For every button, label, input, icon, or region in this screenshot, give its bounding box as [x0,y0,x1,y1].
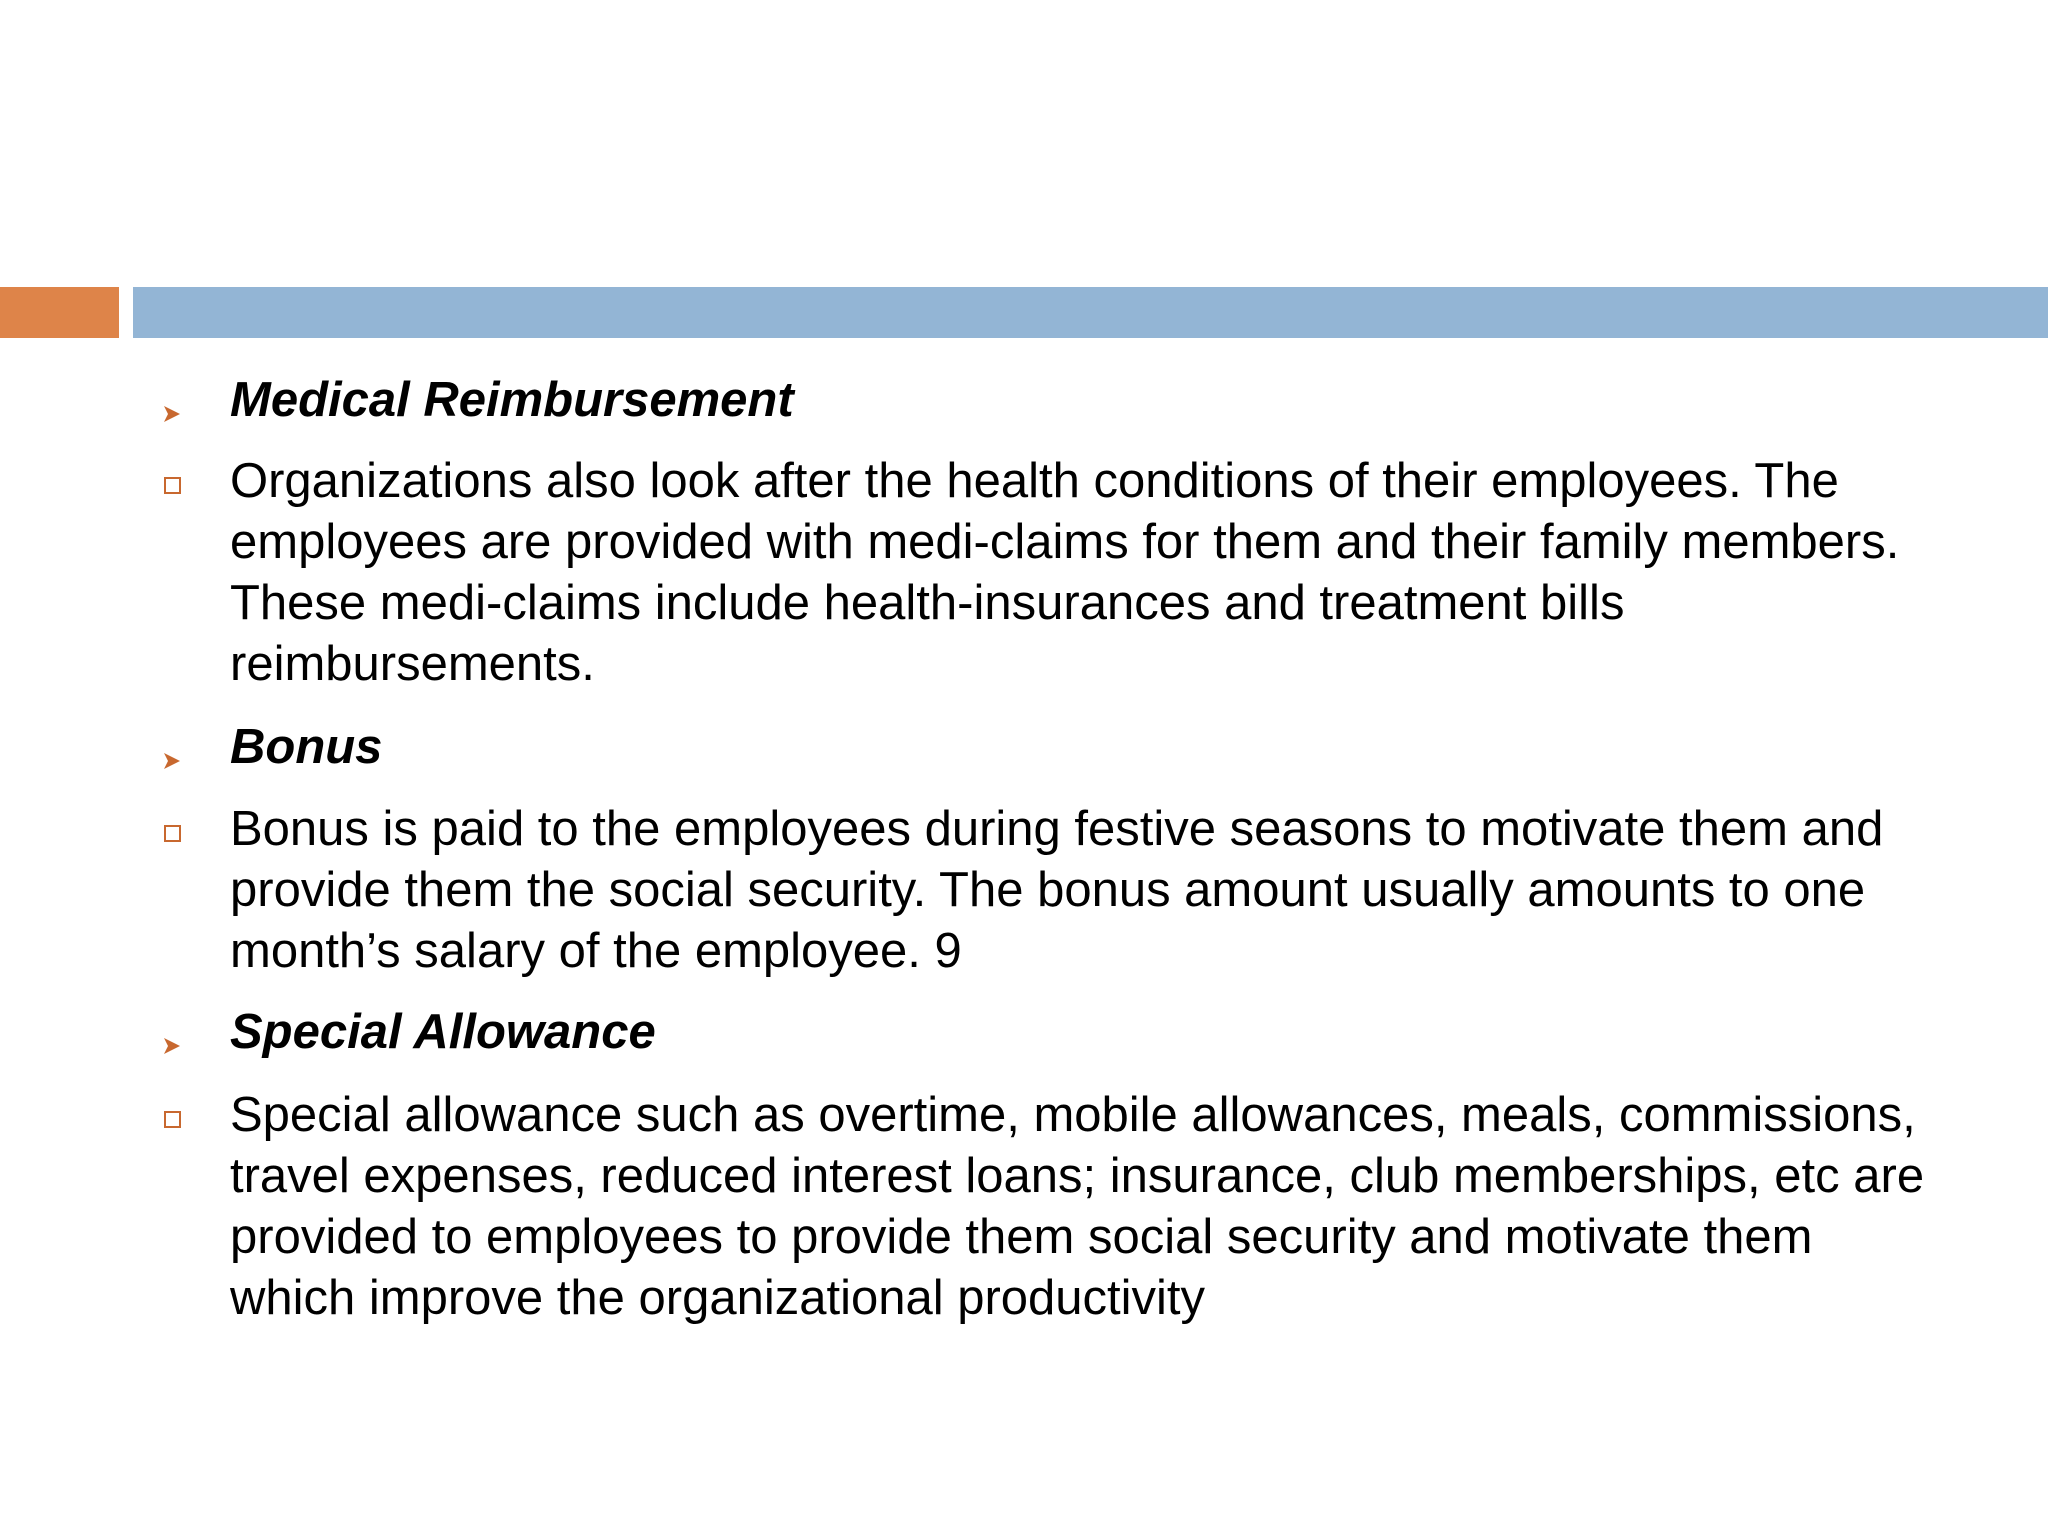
heading-text: Medical Reimbursement [230,373,794,427]
square-bullet-icon [160,473,184,497]
body-text: Organizations also look after the health conditions of their employees. The employees are provided with medi-claims for them and their family members. These medi-claims include health-insurances and treatment bills reimbursements. [230,454,1900,691]
square-bullet-icon [160,1107,184,1131]
arrowhead-bullet-icon [160,749,184,773]
heading-text: Special Allowance [230,1005,656,1059]
arrowhead-bullet-icon [160,1034,184,1058]
square-bullet-icon [160,821,184,845]
body-text: Bonus is paid to the employees during festive seasons to motivate them and provide them the social security. The bonus amount usually amounts to one month’s salary of the employee. 9 [230,802,1884,978]
body-text: Special allowance such as overtime, mobile allowances, meals, commissions, travel expenses, reduced interest loans; insurance, club memberships, etc are provided to employees to provide them social security and motivate them which improve the organizational productivity [230,1088,1925,1325]
heading-text: Bonus [230,720,383,774]
arrowhead-bullet-icon [160,402,184,426]
